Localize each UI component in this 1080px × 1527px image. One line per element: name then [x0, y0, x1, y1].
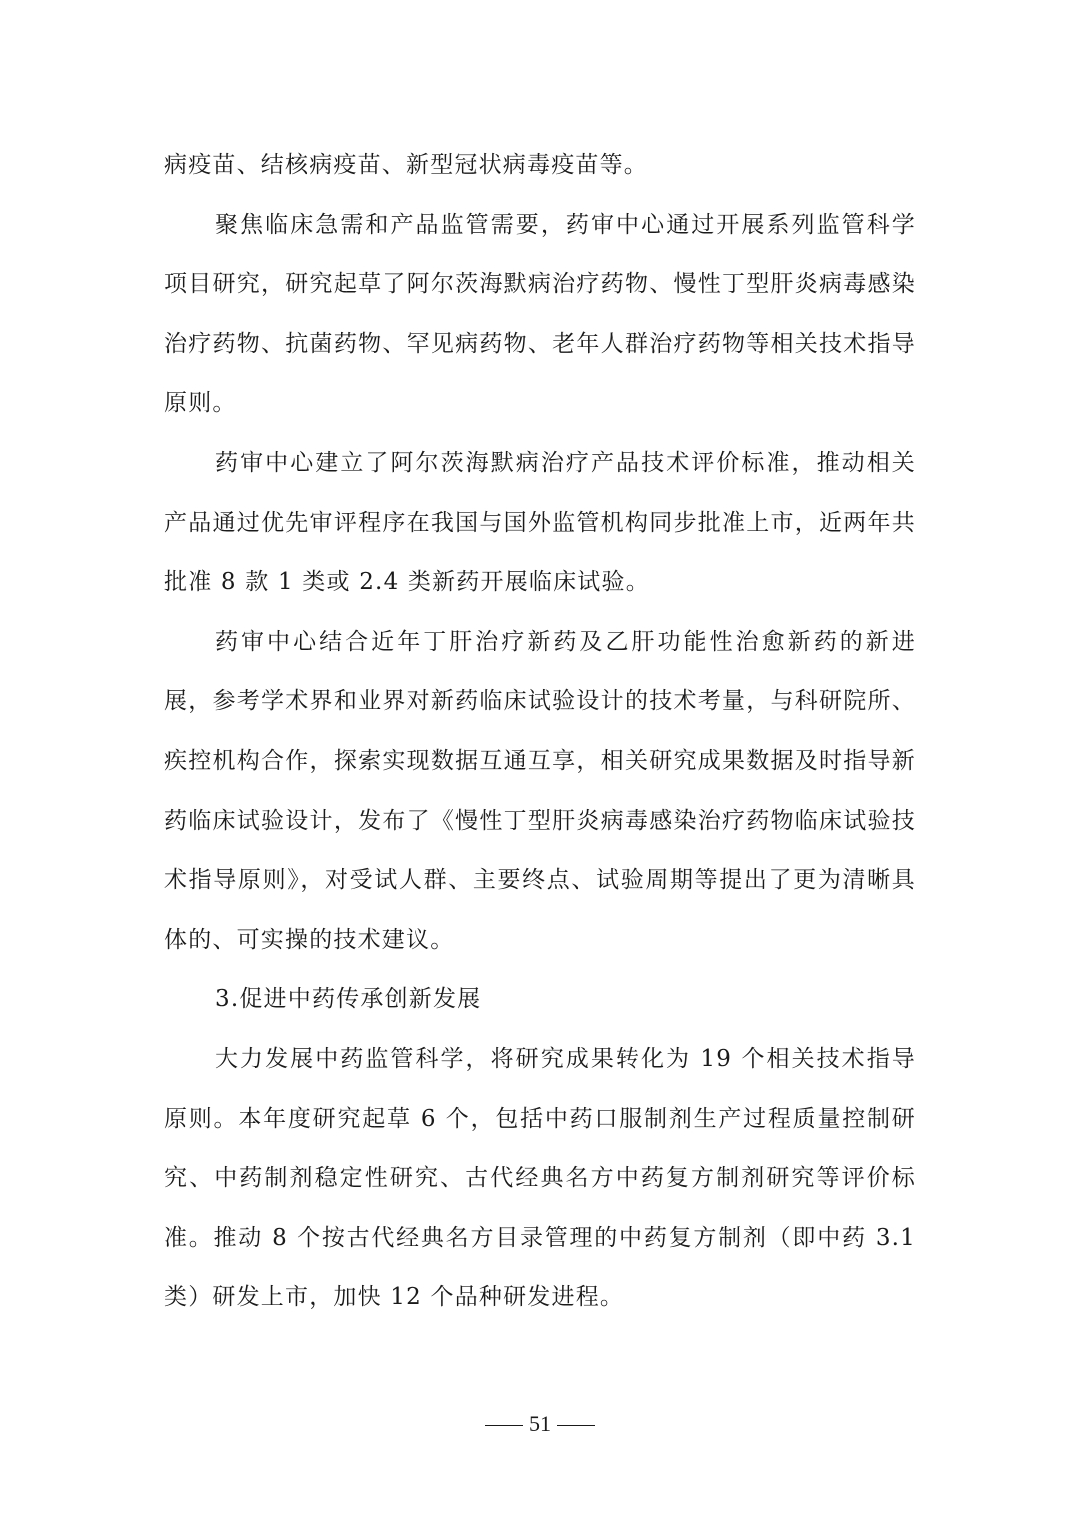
paragraph-alzheimer-standards: 药审中心建立了阿尔茨海默病治疗产品技术评价标准，推动相关产品通过优先审评程序在我国与国外监管机构同步批准上市，近两年共批准 8 款 1 类或 2.4 类新药开展临床试验。 — [164, 449, 916, 596]
paragraph-hepatitis-guidance: 药审中心结合近年丁肝治疗新药及乙肝功能性治愈新药的新进展，参考学术界和业界对新药临床试验设计的技术考量，与科研院所、疾控机构合作，探索实现数据互通互享，相关研究成果数据及时指导新药临床试验设计，发布了《慢性丁型肝炎病毒感染治疗药物临床试验技术指导原则》，对受试人群、主要终点、试验周期等提出了更为清晰具体的、可实操的技术建议。 — [164, 628, 916, 953]
page-number: 51 — [529, 1411, 551, 1436]
left-dash — [485, 1425, 523, 1426]
section-heading: 3.促进中药传承创新发展 — [215, 986, 482, 1013]
document-body — [164, 136, 916, 1328]
paragraph-tcm-development: 大力发展中药监管科学，将研究成果转化为 19 个相关技术指导原则。本年度研究起草 6 个，包括中药口服制剂生产过程质量控制研究、中药制剂稳定性研究、古代经典名方中药复方制剂研究等评价标准。推动 8 个按古代经典名方目录管理的中药复方制剂（即中药 3.1 类）研发上市，加快 12 个品种研发进程。 — [164, 1045, 916, 1311]
paragraph-continuation: 病疫苗、结核病疫苗、新型冠状病毒疫苗等。 — [164, 152, 648, 178]
page-footer — [0, 1411, 1080, 1437]
right-dash — [557, 1425, 595, 1426]
paragraph-regulatory-science: 聚焦临床急需和产品监管需要，药审中心通过开展系列监管科学项目研究，研究起草了阿尔茨海默病治疗药物、慢性丁型肝炎病毒感染治疗药物、抗菌药物、罕见病药物、老年人群治疗药物等相关技术指导原则。 — [164, 211, 916, 417]
